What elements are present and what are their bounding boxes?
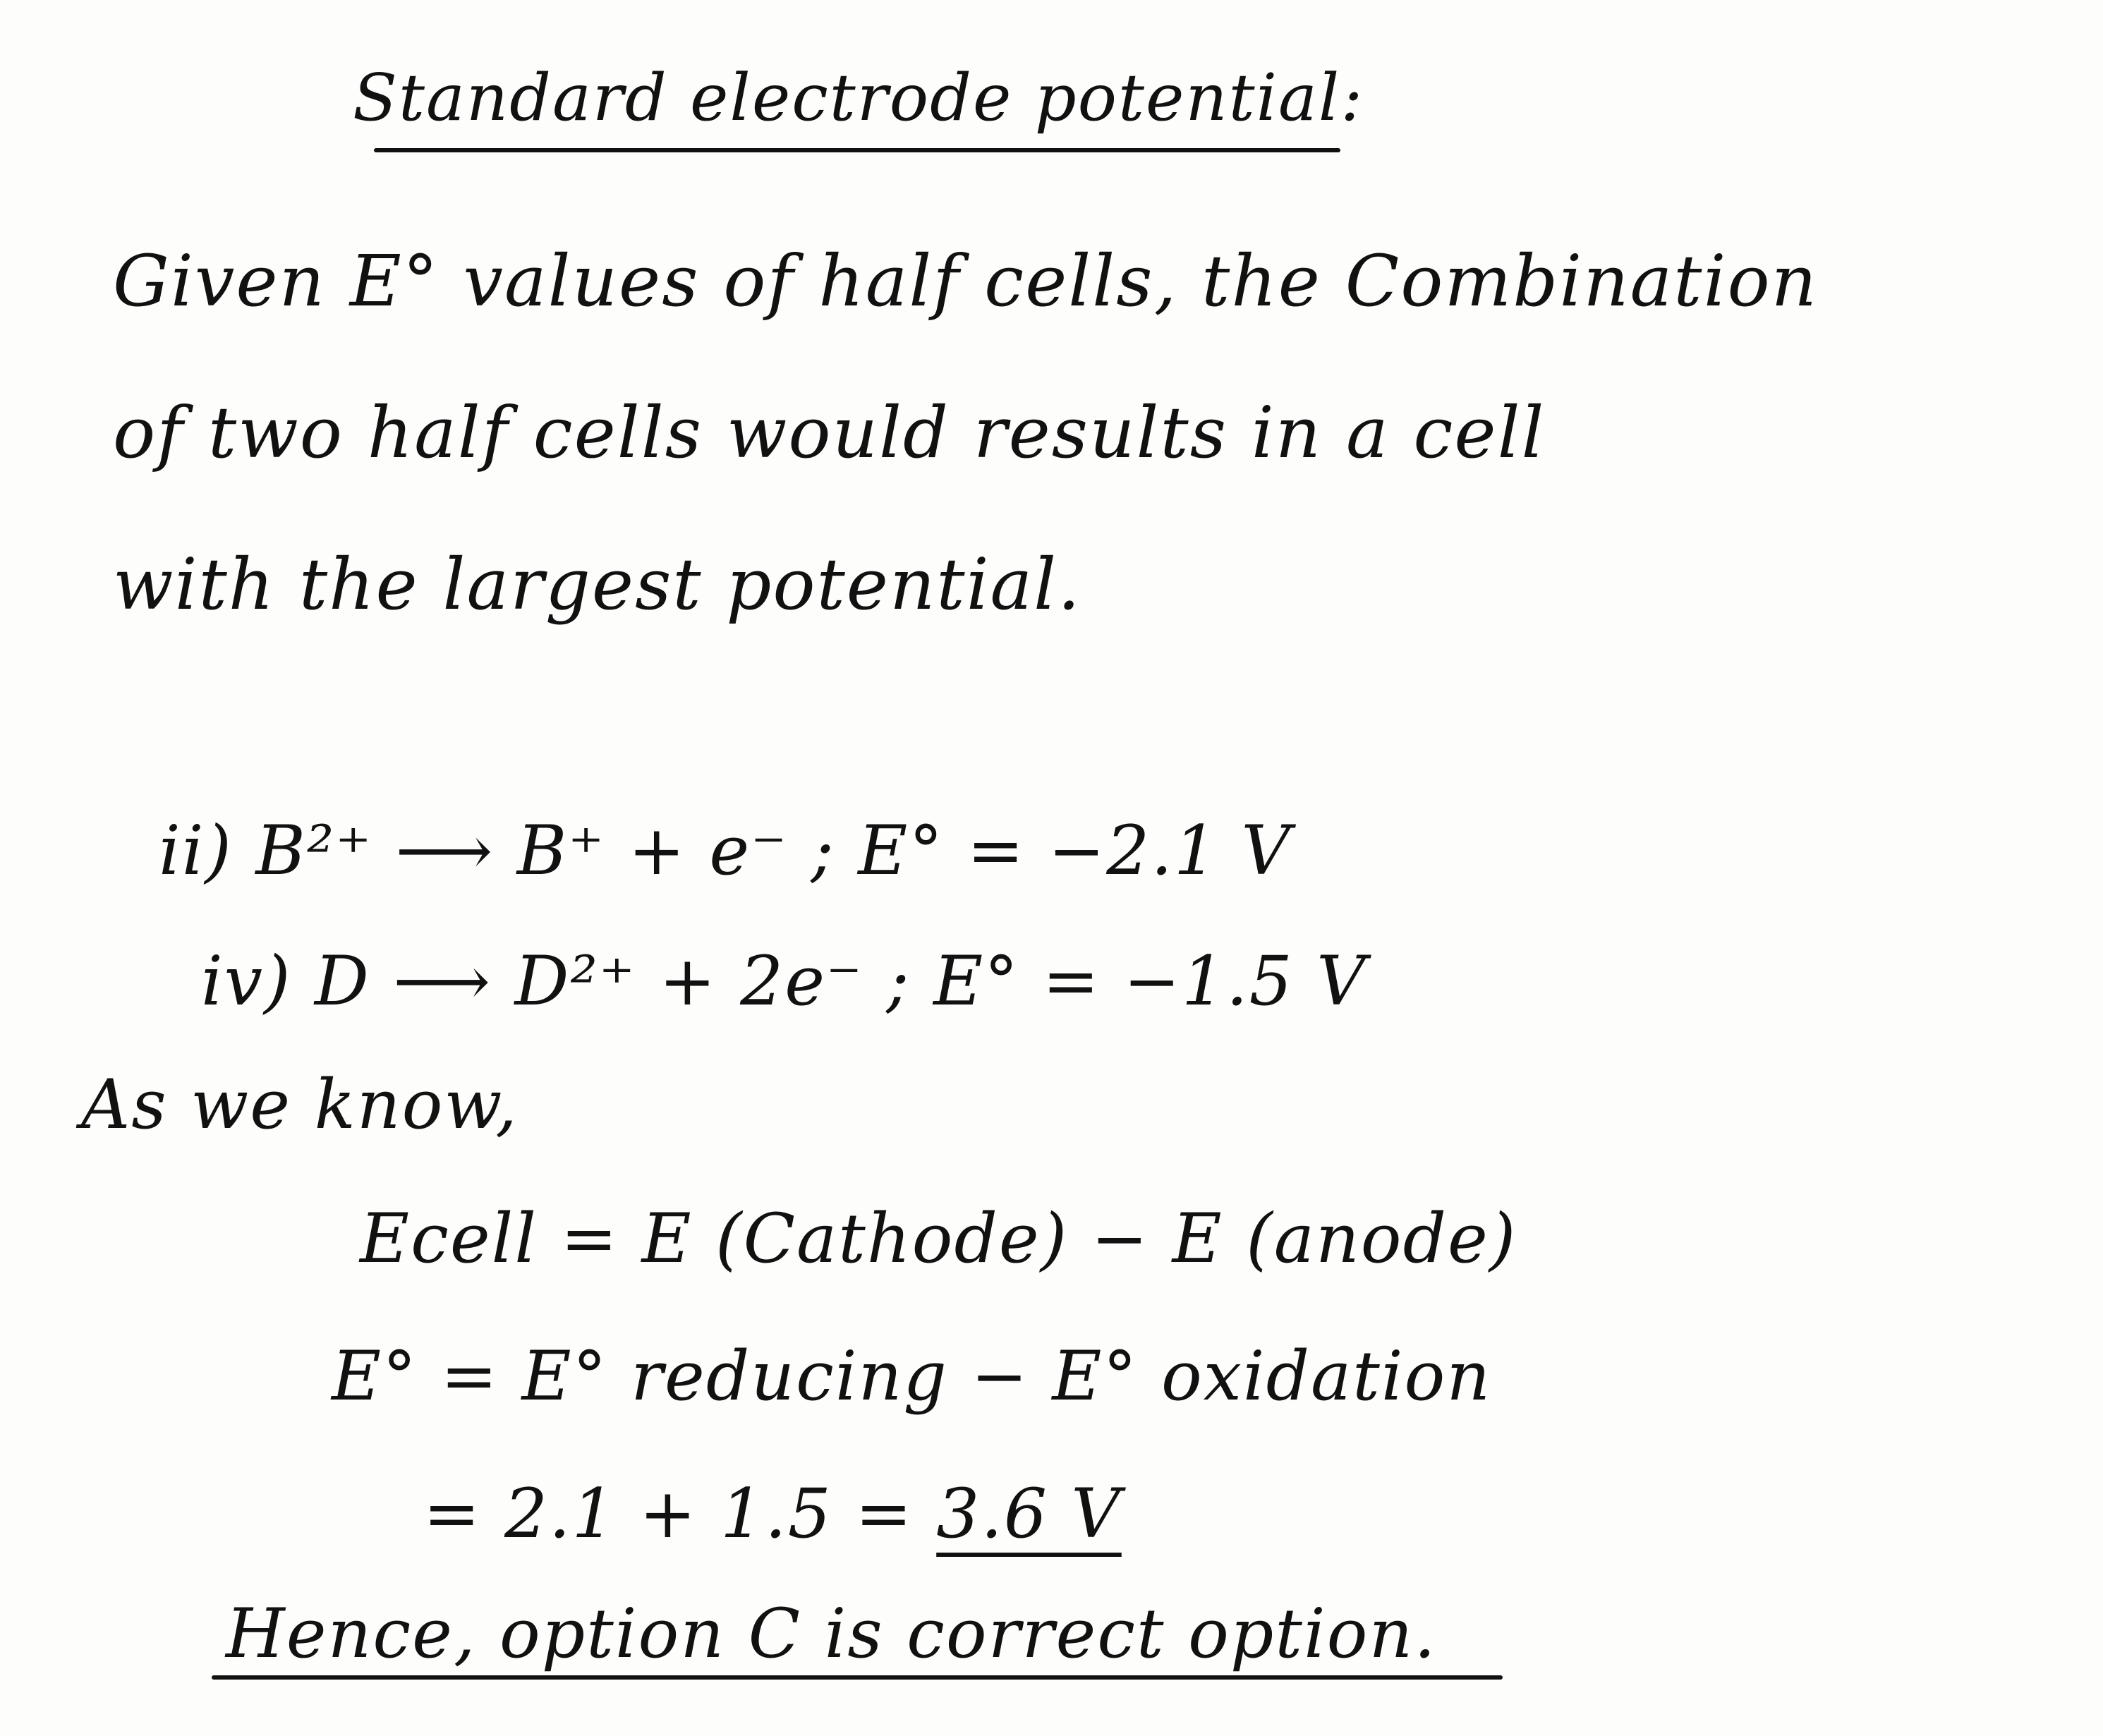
page-title: Standard electrode potential: bbox=[353, 60, 1364, 135]
paragraph-line-3: with the largest potential. bbox=[113, 543, 1081, 626]
as-we-know-text: As we know, bbox=[81, 1065, 519, 1144]
calculation-result: 3.6 V bbox=[936, 1474, 1122, 1553]
calculation-expression: = 2.1 + 1.5 = bbox=[423, 1474, 937, 1553]
e0-formula: E° = E° reducing − E° oxidation bbox=[332, 1337, 1492, 1416]
paragraph-line-1: Given E° values of half cells, the Combination bbox=[113, 240, 1819, 322]
paragraph-line-2: of two half cells would results in a cell bbox=[113, 391, 1546, 474]
calculation-line bbox=[423, 1474, 1122, 1553]
reaction-iv: iv) D ⟶ D²⁺ + 2e⁻ ; E° = −1.5 V bbox=[201, 942, 1367, 1021]
conclusion-underline bbox=[212, 1675, 1503, 1680]
conclusion-text: Hence, option C is correct option. bbox=[226, 1594, 1437, 1673]
reaction-ii: ii) B²⁺ ⟶ B⁺ + e⁻ ; E° = −2.1 V bbox=[159, 811, 1292, 890]
title-underline bbox=[374, 148, 1340, 152]
ecell-formula: Ecell = E (Cathode) − E (anode) bbox=[360, 1199, 1517, 1278]
